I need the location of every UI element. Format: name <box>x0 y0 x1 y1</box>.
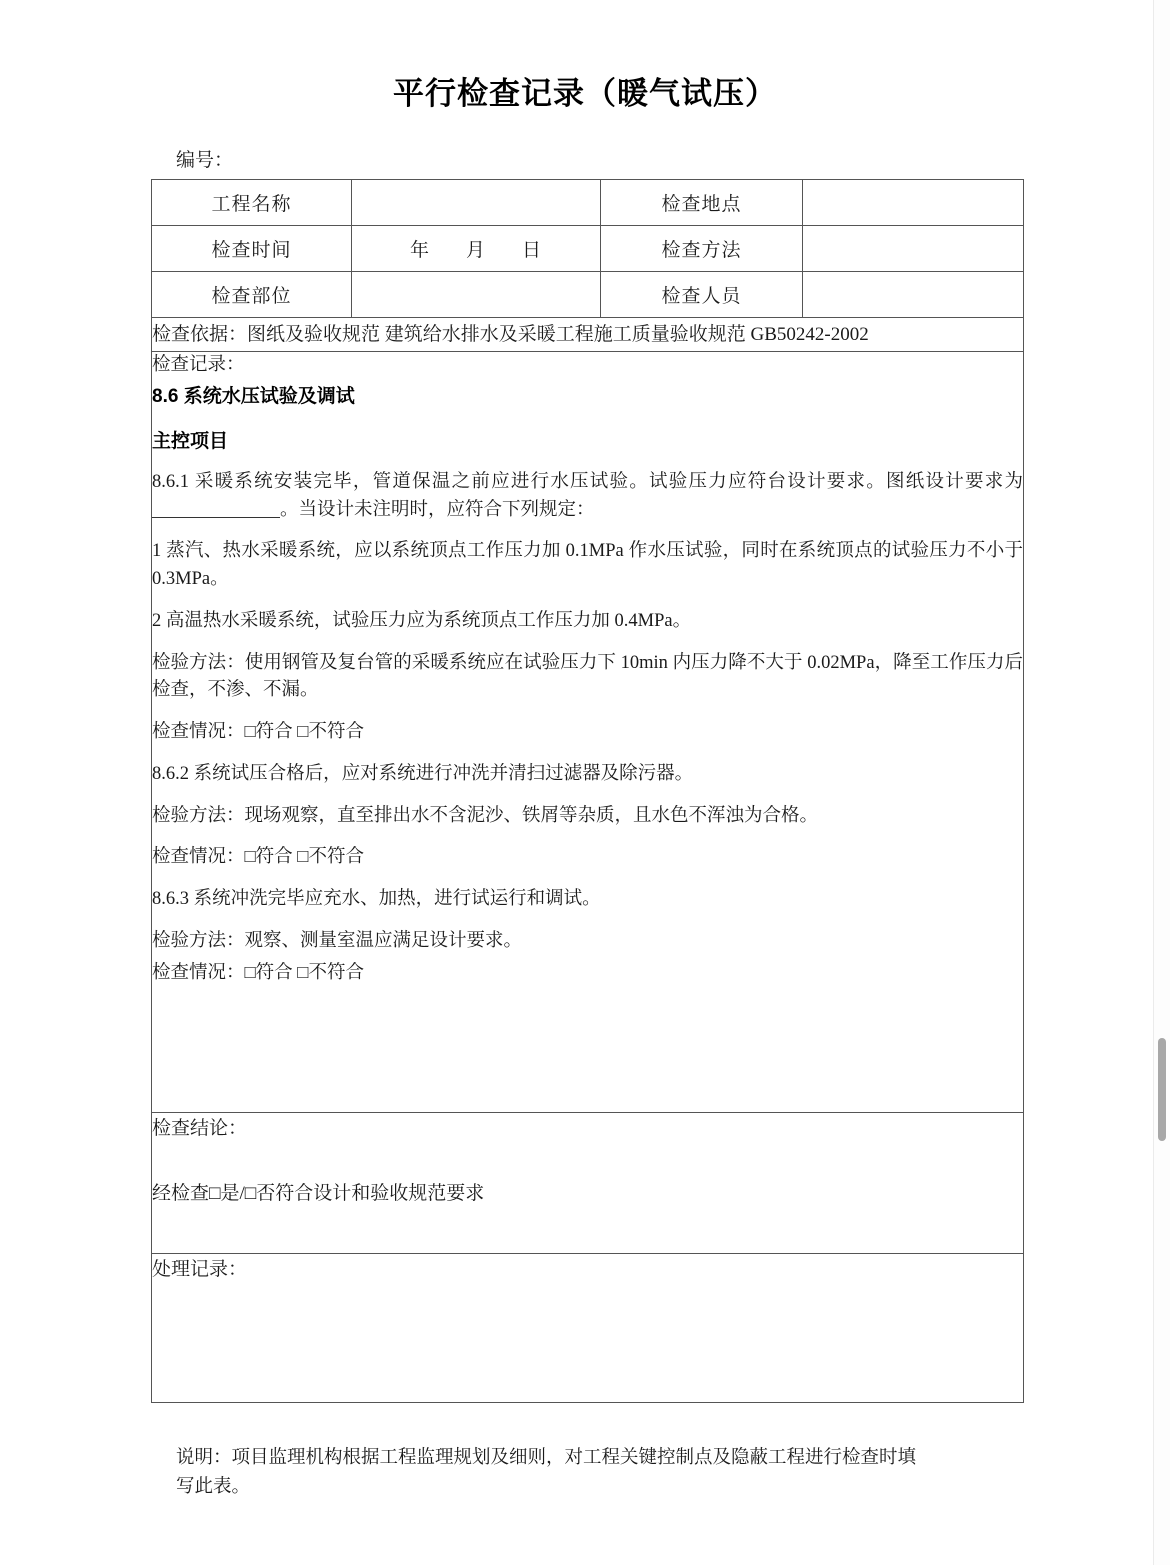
inspection-form-table <box>151 179 1024 1403</box>
table-row-record <box>152 352 1024 1113</box>
field-inspection-time[interactable] <box>352 226 601 272</box>
date-day-label: 日 <box>522 240 543 261</box>
label-inspection-personnel: 检查人员 <box>601 272 803 318</box>
label-inspection-location: 检查地点 <box>601 180 803 226</box>
item-861-fill-blank[interactable] <box>152 517 280 518</box>
inspection-basis-text: 检查依据：图纸及验收规范 建筑给水排水及采暖工程施工质量验收规范 GB50242-2002 <box>152 318 1024 352</box>
date-year-label: 年 <box>409 240 430 261</box>
item-861-text-part1: 8.6.1 采暖系统安装完毕，管道保温之前应进行水压试验。试验压力应符台设计要求。图纸设计要求为 <box>152 471 1023 492</box>
table-row-basis <box>152 318 1024 352</box>
field-project-name[interactable] <box>352 180 601 226</box>
table-row <box>152 180 1024 226</box>
serial-number-label: 编号： <box>176 150 234 171</box>
record-title: 检查记录： <box>152 355 245 375</box>
field-inspection-personnel[interactable] <box>803 272 1024 318</box>
field-inspection-location[interactable] <box>803 180 1024 226</box>
record-clause-2: 2 高温热水采暖系统，试验压力应为系统顶点工作压力加 0.4MPa。 <box>152 610 692 631</box>
label-inspection-method: 检查方法 <box>601 226 803 272</box>
footer-note-line-2: 写此表。 <box>176 1476 251 1497</box>
table-row-handling <box>152 1254 1024 1403</box>
label-project-name: 工程名称 <box>152 180 352 226</box>
conclusion-body[interactable]: 经检查□是/□否符合设计和验收规范要求 <box>152 1183 485 1204</box>
conclusion-title: 检查结论： <box>152 1118 248 1139</box>
record-item-863: 8.6.3 系统冲洗完毕应充水、加热，进行试运行和调试。 <box>152 889 601 910</box>
record-section-heading: 8.6 系统水压试验及调试 <box>152 385 355 407</box>
vertical-scrollbar-track[interactable] <box>1153 0 1170 1565</box>
page-title: 平行检查记录（暖气试压） <box>393 76 777 111</box>
record-item-861 <box>152 469 1023 525</box>
footer-note <box>176 1444 1024 1501</box>
record-status-862[interactable]: 检查情况：□符合 □不符合 <box>152 847 364 868</box>
inspection-record-cell[interactable] <box>152 352 1024 1113</box>
vertical-scrollbar-thumb[interactable] <box>1158 1038 1166 1141</box>
record-status-863[interactable]: 检查情况：□符合 □不符合 <box>152 962 364 983</box>
footer-note-line-1: 说明：项目监理机构根据工程监理规划及细则，对工程关键控制点及隐蔽工程进行检查时填 <box>176 1448 917 1468</box>
table-row <box>152 226 1024 272</box>
record-clause-1: 1 蒸汽、热水采暖系统，应以系统顶点工作压力加 0.1MPa 作水压试验，同时在系统顶点的试验压力不小于 0.3MPa。 <box>152 541 1023 590</box>
field-inspection-part[interactable] <box>352 272 601 318</box>
record-method-862: 检验方法：现场观察，直至排出水不含泥沙、铁屑等杂质，且水色不浑浊为合格。 <box>152 805 819 826</box>
record-method-863: 检验方法：观察、测量室温应满足设计要求。 <box>152 930 523 951</box>
inspection-conclusion-cell[interactable] <box>152 1113 1024 1254</box>
record-item-862: 8.6.2 系统试压合格后，应对系统进行冲洗并清扫过滤器及除污器。 <box>152 763 694 784</box>
item-861-text-part2: 。当设计未注明时，应符合下列规定： <box>280 499 595 520</box>
field-inspection-method[interactable] <box>803 226 1024 272</box>
handling-title: 处理记录： <box>152 1259 248 1280</box>
table-row <box>152 272 1024 318</box>
label-inspection-time: 检查时间 <box>152 226 352 272</box>
table-row-conclusion <box>152 1113 1024 1254</box>
date-month-label: 月 <box>465 240 486 261</box>
record-status-861[interactable]: 检查情况：□符合 □不符合 <box>152 722 364 743</box>
record-method-861: 检验方法：使用钢管及复台管的采暖系统应在试验压力下 10min 内压力降不大于 0.02MPa，降至工作压力后检查，不渗、不漏。 <box>152 652 1023 701</box>
label-inspection-part: 检查部位 <box>152 272 352 318</box>
record-subsection-heading: 主控项目 <box>152 430 229 452</box>
handling-record-cell[interactable] <box>152 1254 1024 1403</box>
